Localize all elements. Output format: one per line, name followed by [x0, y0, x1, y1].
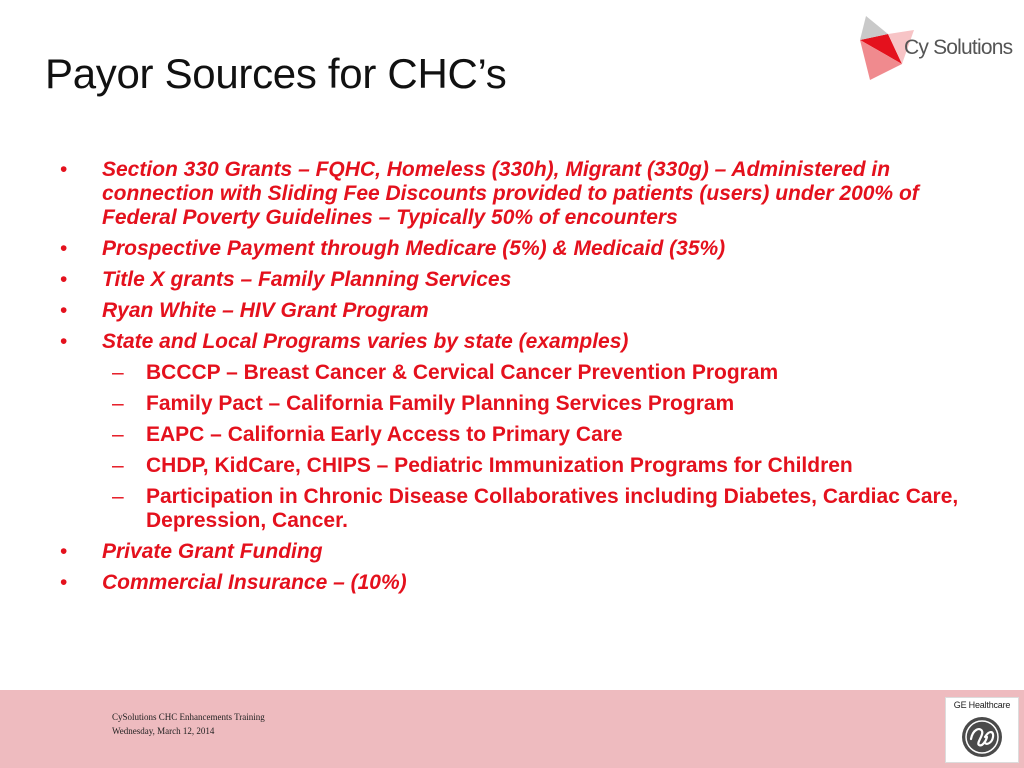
- sub-list-item: [60, 454, 980, 478]
- ge-monogram-icon: [960, 715, 1004, 759]
- list-item: [60, 540, 980, 564]
- bullet-marker: •: [60, 299, 68, 322]
- bullet-marker: •: [60, 237, 68, 260]
- sub-bullet-text: Family Pact – California Family Planning Services Program: [146, 392, 735, 415]
- bullet-marker: •: [60, 330, 68, 353]
- list-item: [60, 237, 980, 261]
- sub-list-item: [60, 392, 980, 416]
- page-title: Payor Sources for CHC’s: [45, 50, 507, 97]
- bullet-marker: •: [60, 158, 68, 181]
- bullet-text: Prospective Payment through Medicare (5%) & Medicaid (35%): [102, 237, 726, 260]
- sub-bullet-text: EAPC – California Early Access to Primary Care: [146, 423, 623, 446]
- bullet-list: [60, 158, 980, 602]
- ge-healthcare-logo: [945, 697, 1019, 763]
- sub-list-item: [60, 361, 980, 385]
- dash-marker: –: [112, 423, 124, 446]
- footer-text: [112, 710, 265, 738]
- logo-text: Cy Solutions: [904, 36, 1013, 59]
- bullet-text: Private Grant Funding: [102, 540, 323, 563]
- footer-date: Wednesday, March 12, 2014: [112, 726, 215, 736]
- list-item: [60, 268, 980, 292]
- sub-bullet-text: BCCCP – Breast Cancer & Cervical Cancer Prevention Program: [146, 361, 779, 384]
- footer-band: [0, 690, 1024, 768]
- dash-marker: –: [112, 392, 124, 415]
- bullet-marker: •: [60, 268, 68, 291]
- list-item: [60, 330, 980, 354]
- sub-bullet-text: CHDP, KidCare, CHIPS – Pediatric Immunization Programs for Children: [146, 454, 853, 477]
- footer-course-title: CySolutions CHC Enhancements Training: [112, 712, 265, 722]
- bullet-text: Title X grants – Family Planning Services: [102, 268, 512, 291]
- dash-marker: –: [112, 361, 124, 384]
- dash-marker: –: [112, 454, 124, 477]
- ge-brand-label: GE Healthcare: [953, 700, 1011, 710]
- sub-bullet-text: Participation in Chronic Disease Collaboratives including Diabetes, Cardiac Care, Depression, Cancer.: [146, 485, 959, 532]
- bullet-text: State and Local Programs varies by state (examples): [102, 330, 629, 353]
- list-item: [60, 158, 980, 230]
- list-item: [60, 571, 980, 595]
- bullet-text: Section 330 Grants – FQHC, Homeless (330h), Migrant (330g) – Administered in connection with Sliding Fee Discounts provided to patients (users) under 200% of Federal Poverty Guidelines – Typically 50% of encounters: [102, 158, 919, 229]
- bullet-text: Commercial Insurance – (10%): [102, 571, 407, 594]
- dash-marker: –: [112, 485, 124, 508]
- cysolutions-logo: [858, 12, 1014, 86]
- sub-list-item: [60, 423, 980, 447]
- bullet-marker: •: [60, 571, 68, 594]
- list-item: [60, 299, 980, 323]
- sub-list-item: [60, 485, 980, 533]
- bullet-text: Ryan White – HIV Grant Program: [102, 299, 429, 322]
- bullet-marker: •: [60, 540, 68, 563]
